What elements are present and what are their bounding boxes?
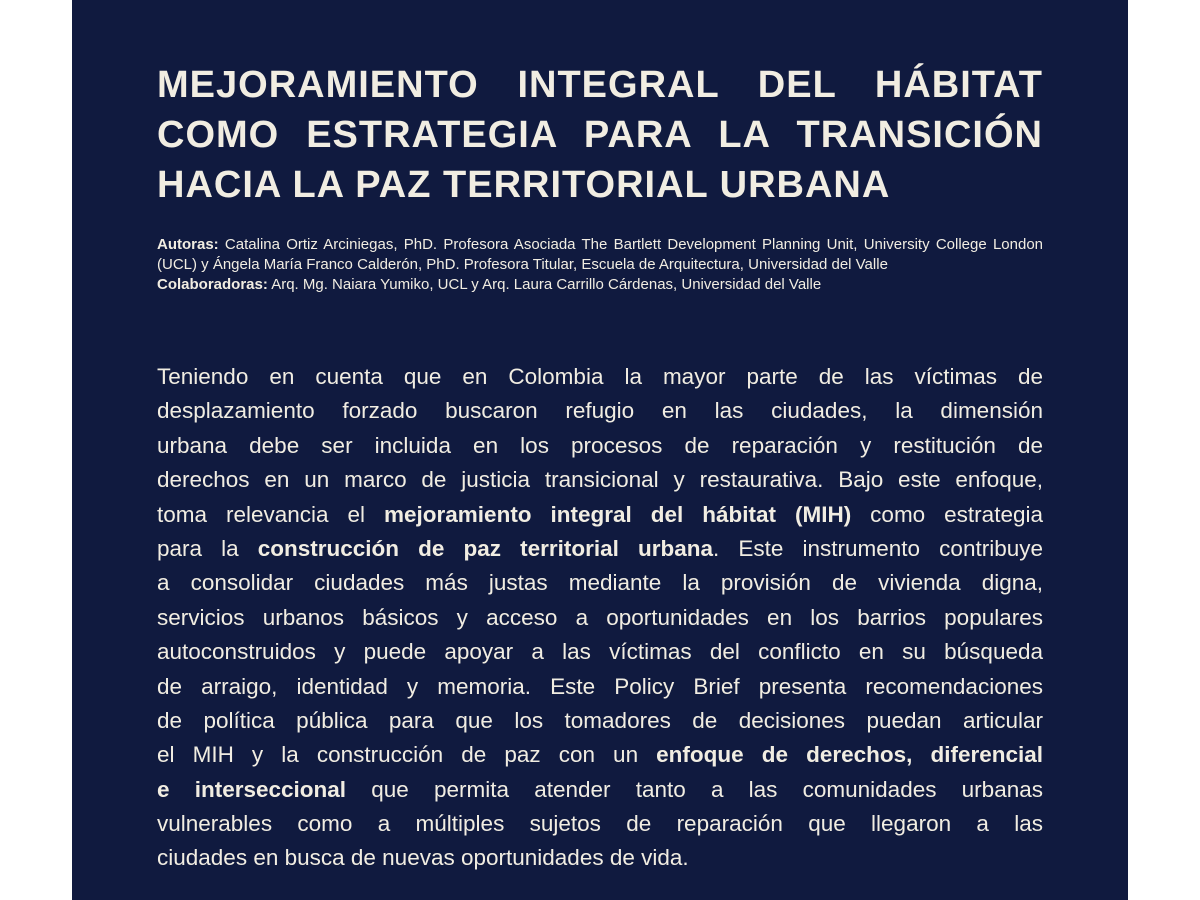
authors-text: Catalina Ortiz Arciniegas, PhD. Profesora Asociada The Bartlett Development Planning Unit, University College London (UCL) y Ángela María Franco Calderón, PhD. Profesora Titular, Escuela de Arquitectura, Universidad del Valle xyxy=(157,236,1043,273)
collaborators-paragraph xyxy=(157,275,1043,295)
body-line xyxy=(157,635,1043,669)
body-line xyxy=(157,532,1043,566)
body-text: urbana debe ser incluida en los procesos de reparación y restitución de xyxy=(157,432,1043,458)
abstract-body xyxy=(157,360,1043,876)
body-line xyxy=(157,566,1043,600)
body-emphasis: enfoque de derechos, diferencial xyxy=(656,742,1044,768)
body-text: servicios urbanos básicos y acceso a oportunidades en los barrios populares xyxy=(157,604,1043,630)
body-text: . Este instrumento contribuye xyxy=(713,535,1043,561)
body-emphasis: mejoramiento integral del hábitat (MIH) xyxy=(384,501,852,527)
body-text: el MIH y la construcción de paz con un xyxy=(157,742,657,768)
body-line xyxy=(157,360,1043,394)
body-line xyxy=(157,841,1043,875)
body-line xyxy=(157,704,1043,738)
body-line xyxy=(157,738,1043,772)
body-text: que permita atender tanto a las comunidades urbanas xyxy=(346,776,1043,802)
authors-block xyxy=(157,235,1043,295)
body-text: autoconstruidos y puede apoyar a las víctimas del conflicto en su búsqueda xyxy=(157,639,1043,665)
body-line xyxy=(157,670,1043,704)
body-text: como estrategia xyxy=(851,501,1043,527)
body-emphasis: e interseccional xyxy=(157,776,347,802)
collaborators-text: Arq. Mg. Naiara Yumiko, UCL y Arq. Laura Carrillo Cárdenas, Universidad del Valle xyxy=(267,276,822,293)
title-line: MEJORAMIENTO INTEGRAL DEL HÁBITAT xyxy=(157,64,1043,106)
title-line: COMO ESTRATEGIA PARA LA TRANSICIÓN xyxy=(157,114,1043,156)
body-text: a consolidar ciudades más justas mediante la provisión de vivienda digna, xyxy=(157,570,1043,596)
body-text: derechos en un marco de justicia transicional y restaurativa. Bajo este enfoque, xyxy=(157,467,1043,493)
body-text: vulnerables como a múltiples sujetos de reparación que llegaron a las xyxy=(157,811,1043,837)
body-text: Teniendo en cuenta que en Colombia la mayor parte de las víctimas de xyxy=(157,364,1043,389)
body-line xyxy=(157,394,1043,428)
authors-label: Autoras: xyxy=(157,236,219,253)
body-text: de política pública para que los tomadores de decisiones puedan articular xyxy=(157,707,1043,733)
collaborators-label: Colaboradoras: xyxy=(157,276,268,293)
authors-paragraph xyxy=(157,235,1043,275)
body-line xyxy=(157,429,1043,463)
body-line xyxy=(157,807,1043,841)
body-line xyxy=(157,463,1043,497)
body-line xyxy=(157,601,1043,635)
body-text: toma relevancia el xyxy=(157,501,385,527)
body-text: ciudades en busca de nuevas oportunidades de vida. xyxy=(157,845,689,871)
title-line: HACIA LA PAZ TERRITORIAL URBANA xyxy=(157,164,891,206)
document-title xyxy=(157,60,1043,210)
body-text: desplazamiento forzado buscaron refugio en las ciudades, la dimensión xyxy=(157,398,1043,424)
body-text: para la xyxy=(157,535,258,561)
body-text: de arraigo, identidad y memoria. Este Policy Brief presenta recomendaciones xyxy=(157,673,1043,699)
body-emphasis: construcción de paz territorial urbana xyxy=(257,535,714,561)
body-line xyxy=(157,498,1043,532)
body-line xyxy=(157,773,1043,807)
